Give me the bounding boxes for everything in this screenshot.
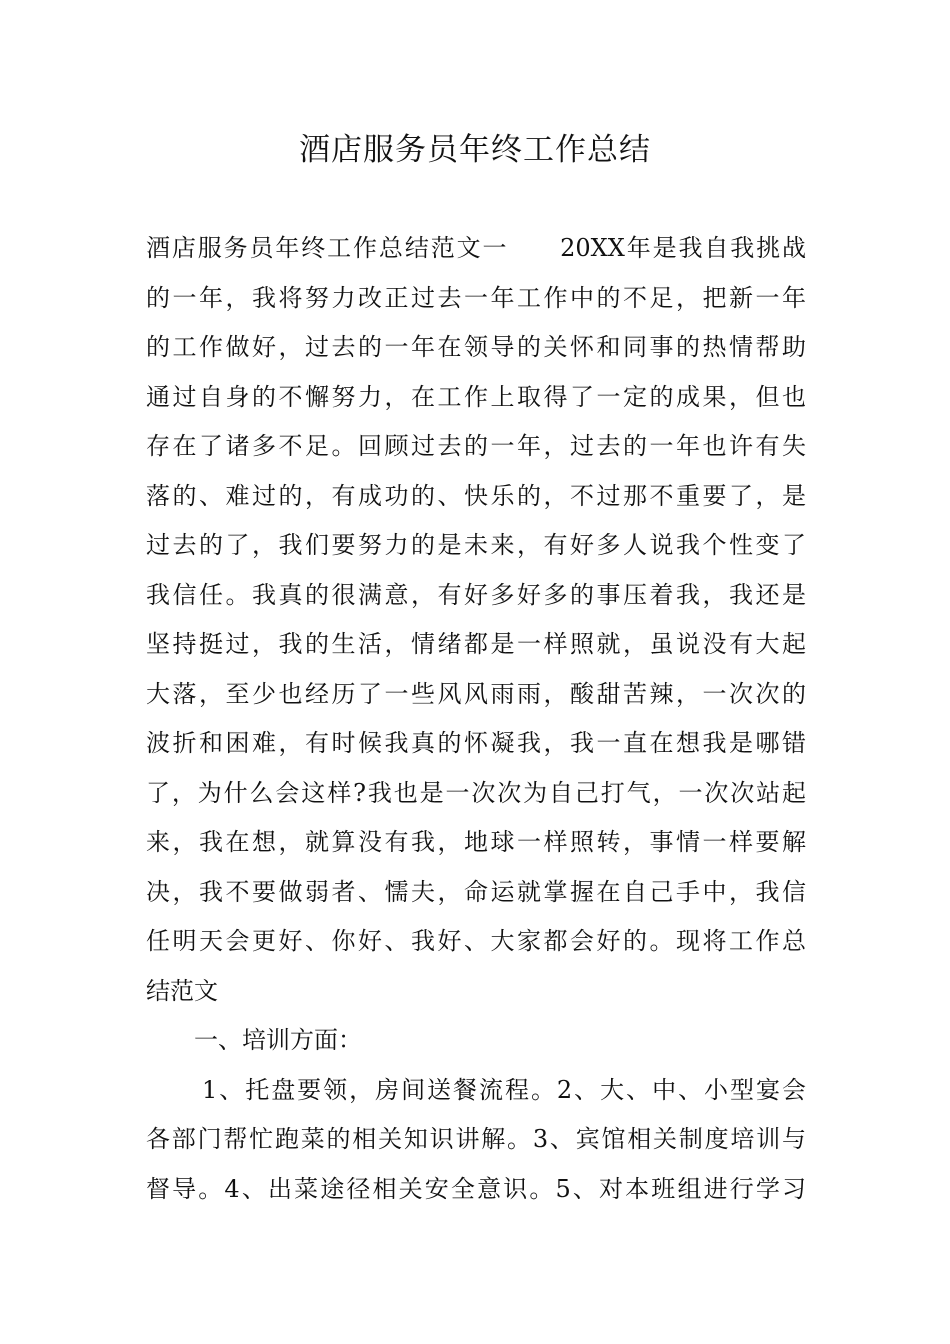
body-line-2: 的一年，我将努力改正过去一年工作中的不足，把新一年: [146, 283, 806, 312]
body-line-15: 任明天会更好、你好、我好、大家都会好的。现将工作总: [146, 927, 806, 955]
section-line-1: 1、托盘要领，房间送餐流程。2、大、中、小型宴会: [202, 1075, 806, 1104]
body-line-1: 酒店服务员年终工作总结范文一 20XX年是我自我挑战: [146, 234, 806, 262]
body-line-4: 通过自身的不懈努力，在工作上取得了一定的成果，但也: [146, 382, 806, 411]
body-line-14: 决，我不要做弱者、懦夫，命运就掌握在自己手中，我信: [146, 877, 806, 906]
document-body: [146, 224, 806, 1214]
body-line-7: 过去的了，我们要努力的是未来，有好多人说我个性变了: [146, 531, 806, 559]
section-heading: 一、培训方面：: [194, 1026, 362, 1054]
section-line-3: 督导。4、出菜途径相关安全意识。5、对本班组进行学习: [146, 1174, 806, 1203]
body-line-11: 波折和困难，有时候我真的怀凝我，我一直在想我是哪错: [146, 729, 806, 757]
body-line-3: 的工作做好，过去的一年在领导的关怀和同事的热情帮助: [146, 333, 806, 361]
section-line-2: 各部门帮忙跑菜的相关知识讲解。3、宾馆相关制度培训与: [146, 1125, 806, 1153]
body-line-12: 了，为什么会这样?我也是一次次为自己打气，一次次站起: [146, 778, 806, 807]
body-line-13: 来，我在想，就算没有我，地球一样照转，事情一样要解: [146, 828, 806, 856]
document-title: 酒店服务员年终工作总结: [299, 132, 651, 168]
body-line-5: 存在了诸多不足。回顾过去的一年，过去的一年也许有失: [146, 432, 806, 460]
body-line-9: 坚持挺过，我的生活，情绪都是一样照就，虽说没有大起: [146, 630, 806, 658]
body-line-10: 大落，至少也经历了一些风风雨雨，酸甜苦辣，一次次的: [146, 679, 806, 708]
body-line-6: 落的、难过的，有成功的、快乐的，不过那不重要了，是: [146, 481, 806, 510]
body-line-8: 我信任。我真的很满意，有好多好多的事压着我，我还是: [146, 580, 806, 609]
body-line-16: 结范文: [146, 976, 218, 1005]
